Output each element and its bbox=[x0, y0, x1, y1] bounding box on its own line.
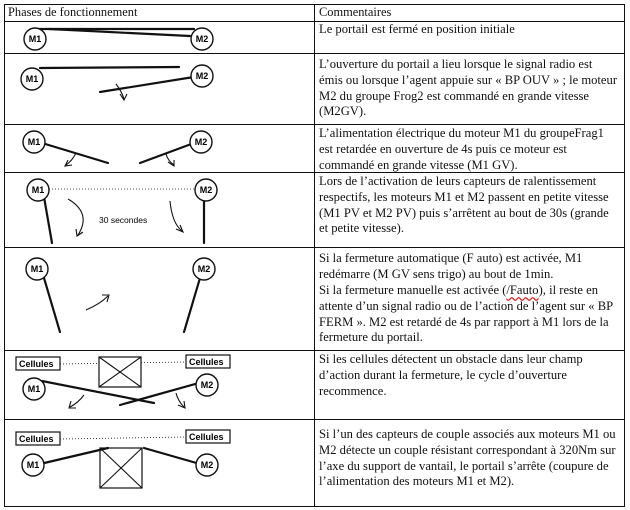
motor-m2-icon bbox=[196, 374, 218, 396]
motor-m2-icon bbox=[191, 28, 213, 50]
svg-text:M1: M1 bbox=[25, 74, 39, 84]
motor-m1-icon bbox=[22, 454, 44, 476]
leaf-left bbox=[40, 67, 179, 68]
operation-phases-table bbox=[4, 4, 625, 507]
arrow-left-icon bbox=[66, 153, 76, 165]
motor-m1-icon bbox=[23, 378, 45, 400]
phase-diagram-obstacle bbox=[4, 351, 314, 419]
motor-m2-icon bbox=[191, 65, 213, 87]
header-phases: Phases de fonctionnement bbox=[8, 5, 138, 19]
row-3-comment: L’alimentation électrique du moteur M1 du groupeFrag1 est retardée en ouverture de 4s puis ce moteur est commandé en grande vitesse (M1 GV). bbox=[319, 126, 604, 172]
leaf-right bbox=[140, 143, 194, 163]
leaf-left bbox=[44, 197, 52, 243]
motor-m1-icon bbox=[23, 131, 45, 153]
row-4-comment: Lors de l’activation de leurs capteurs de ralentissement respectifs, les moteurs M1 et M2 passent en petite vitesse (M1 PV et M2 PV) puis s’arrêtent au bout de 30s (grande et petite vitesse). bbox=[319, 174, 609, 236]
row-5-comment-auto: Si la fermeture automatique (F auto) est activée, M1 redémarre (M GV sens trigo) au bout de 1min. bbox=[319, 251, 583, 281]
cell-right-label: Cellules bbox=[189, 432, 224, 442]
row-1-comment: Le portail est fermé en position initiale bbox=[319, 22, 515, 36]
svg-text:M1: M1 bbox=[31, 185, 45, 195]
svg-text:M1: M1 bbox=[28, 34, 42, 44]
svg-text:M1: M1 bbox=[30, 264, 44, 274]
leaf-left bbox=[44, 278, 60, 332]
cell-left-label: Cellules bbox=[19, 359, 54, 369]
svg-text:M2: M2 bbox=[200, 460, 214, 470]
svg-text:M2: M2 bbox=[197, 264, 211, 274]
motor-m1-icon bbox=[26, 258, 48, 280]
svg-text:M2: M2 bbox=[195, 34, 209, 44]
leaf-right bbox=[100, 76, 200, 92]
motor-m1-icon bbox=[21, 68, 43, 90]
arrow-left-icon bbox=[86, 296, 108, 310]
motor-m2-icon bbox=[193, 258, 215, 280]
leaf-right bbox=[144, 448, 200, 464]
phase-diagram-closing bbox=[4, 248, 314, 350]
motor-m2-icon bbox=[196, 454, 218, 476]
row-5-comment-manual: Si la fermeture manuelle est activée (/Fauto), il reste en attente d’un signal radio ou de l’action de l’agent sur « BP FERM ». M2 est retardé de 4s par rapport à M1 lors de la fermeture du portail. bbox=[319, 283, 613, 345]
cell-right-label: Cellules bbox=[189, 357, 224, 367]
phase-diagram-opening-m1 bbox=[4, 125, 314, 172]
motor-m2-icon bbox=[195, 179, 217, 201]
row-6-comment: Si les cellules détectent un obstacle dans leur champ d’action durant la fermeture, le cycle d’ouverture recommence. bbox=[319, 352, 583, 398]
svg-text:M2: M2 bbox=[200, 380, 214, 390]
row-7-comment: Si l’un des capteurs de couple associés aux moteurs M1 ou M2 détecte un couple résistant correspondant à 320Nm sur l’axe du support de vantail, le portail s’arrête (coupure de l’alimentation des moteurs M1 et M2). bbox=[319, 427, 616, 489]
leaf-left bbox=[42, 143, 108, 163]
diagram-duration-label: 30 secondes bbox=[99, 215, 148, 225]
phase-diagram-slowdown bbox=[4, 173, 314, 247]
leaf-left bbox=[40, 448, 108, 464]
motor-m1-icon bbox=[24, 28, 46, 50]
motor-m1-icon bbox=[27, 179, 49, 201]
detection-beam bbox=[60, 437, 186, 439]
svg-text:M2: M2 bbox=[195, 71, 209, 81]
arrow-left-icon bbox=[70, 395, 84, 407]
svg-text:M2: M2 bbox=[199, 185, 213, 195]
row-2-comment: L’ouverture du portail a lieu lorsque le signal radio est émis ou lorsque l’agent appuie sur « BP OUV » ; le moteur M2 du groupe Frog2 est commandé en grande vitesse (M2GV). bbox=[319, 57, 618, 119]
arrow-right-icon bbox=[176, 393, 184, 407]
phase-diagram-opening-m2 bbox=[4, 54, 314, 124]
svg-text:M2: M2 bbox=[194, 137, 208, 147]
header-comments: Commentaires bbox=[319, 5, 392, 19]
svg-text:M1: M1 bbox=[27, 384, 41, 394]
column-divider bbox=[314, 4, 315, 507]
cell-left-label: Cellules bbox=[19, 434, 54, 444]
opening-arrow bbox=[116, 84, 124, 99]
phase-diagram-closed bbox=[4, 22, 314, 53]
table-border-right bbox=[624, 4, 625, 507]
svg-text:M1: M1 bbox=[27, 137, 41, 147]
svg-text:M1: M1 bbox=[26, 460, 40, 470]
phase-diagram-torque-stop bbox=[4, 420, 314, 506]
leaf-right bbox=[184, 278, 200, 332]
motor-m2-icon bbox=[190, 131, 212, 153]
